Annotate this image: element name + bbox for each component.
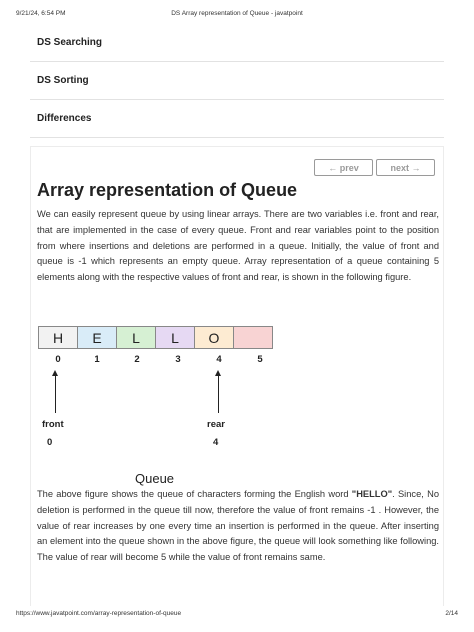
prev-button[interactable]: ← prev (314, 159, 373, 176)
rear-pointer-arrow (218, 375, 219, 413)
print-url: https://www.javatpoint.com/array-representation-of-queue (16, 610, 182, 617)
figure-caption: Queue (135, 471, 175, 486)
queue-cell-5 (233, 326, 273, 349)
print-date: 9/21/24, 6:54 PM (16, 10, 66, 17)
index-label-1: 1 (94, 354, 100, 365)
queue-cell-2: L (116, 326, 156, 349)
explanation-text-end: . Since, No deletion is performed in the queue till now, therefore the value of front remains -1 . However, the value of rear increases by one every time an insertion is performed in the queue. After inserting an element into the queue shown in the above figure, the queue will look something like following. The value of rear will become 5 while the value of front remains same. (37, 489, 439, 563)
front-pointer-arrow (55, 375, 56, 413)
topic-nav-list (30, 24, 444, 138)
intro-paragraph: We can easily represent queue by using linear arrays. There are two variables i.e. front and rear, that are implemented in the case of every queue. Front and rear variables point to the position from where insertions and deletions are performed in a queue. Initially, the value of front and queue is -1 which represents an empty queue. Array representation of a queue containing 5 elements along with the respective values of front and rear, is shown in the following figure. (37, 209, 439, 283)
queue-cell-3: L (155, 326, 195, 349)
index-label-0: 0 (55, 354, 61, 365)
queue-cells (38, 326, 272, 349)
queue-cell-0: H (38, 326, 78, 349)
explanation-text-start: The above figure shows the queue of characters forming the English word (37, 489, 352, 499)
nav-item-ds-searching[interactable]: DS Searching (30, 24, 444, 62)
nav-item-differences[interactable]: Differences (30, 100, 444, 138)
front-label: front (42, 419, 64, 430)
index-label-5: 5 (257, 354, 263, 365)
index-label-2: 2 (134, 354, 140, 365)
print-page-count: 2/14 (445, 610, 458, 617)
rear-label: rear (207, 419, 225, 430)
next-button[interactable]: next → (376, 159, 435, 176)
print-footer (16, 610, 458, 622)
print-doc-title: DS Array representation of Queue - javatpoint (171, 10, 303, 17)
hello-emphasis: "HELLO" (351, 489, 393, 499)
page-title: Array representation of Queue (37, 180, 298, 200)
index-label-4: 4 (216, 354, 222, 365)
queue-indices (38, 354, 298, 366)
queue-cell-4: O (194, 326, 234, 349)
index-label-3: 3 (175, 354, 181, 365)
explanation-paragraph (37, 487, 439, 566)
print-header (16, 10, 458, 22)
queue-figure (38, 326, 288, 486)
queue-cell-1: E (77, 326, 117, 349)
rear-value: 4 (213, 437, 219, 448)
front-value: 0 (47, 437, 53, 448)
nav-item-ds-sorting[interactable]: DS Sorting (30, 62, 444, 100)
